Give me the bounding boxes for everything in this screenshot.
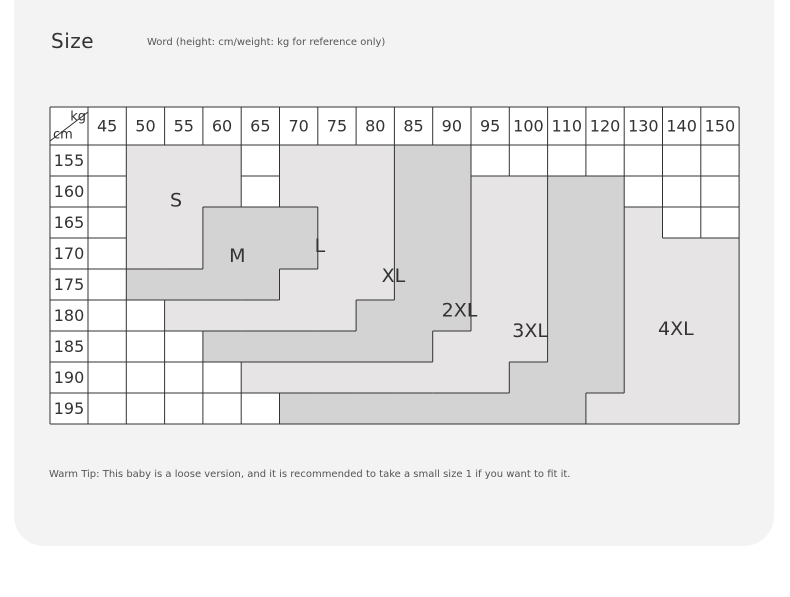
size-region-xl xyxy=(203,331,433,362)
size-region-4xl xyxy=(624,207,662,238)
size-region-m xyxy=(126,269,279,300)
size-region-3xl xyxy=(548,176,625,207)
size-region-xl xyxy=(394,269,471,300)
size-region-2xl xyxy=(471,269,548,300)
size-region-3xl xyxy=(280,393,586,424)
weight-header: 65 xyxy=(250,116,271,136)
weight-header: 80 xyxy=(365,116,386,136)
height-header: 180 xyxy=(53,306,85,325)
weight-header: 150 xyxy=(704,116,736,136)
weight-header: 130 xyxy=(628,116,659,136)
weight-header: 45 xyxy=(96,116,118,136)
size-region-3xl xyxy=(548,331,625,362)
size-region-2xl xyxy=(471,238,548,269)
size-region-xl xyxy=(394,176,471,207)
height-header: 175 xyxy=(53,275,85,294)
weight-header: 70 xyxy=(288,116,309,136)
height-header: 195 xyxy=(53,399,85,418)
size-region-s xyxy=(126,238,203,269)
height-header: 155 xyxy=(53,151,85,170)
weight-header: 60 xyxy=(211,116,233,136)
size-region-2xl xyxy=(471,176,548,207)
size-label-4xl: 4XL xyxy=(658,317,694,340)
weight-header: 90 xyxy=(441,116,463,136)
size-region-m xyxy=(203,238,318,269)
size-region-xl xyxy=(394,238,471,269)
weight-header: 55 xyxy=(173,116,194,136)
height-header: 160 xyxy=(53,182,85,201)
size-label-2xl: 2XL xyxy=(441,299,478,322)
size-region-4xl xyxy=(624,362,739,393)
weight-header: 120 xyxy=(589,116,621,136)
height-header: 165 xyxy=(53,213,85,232)
size-label-m: M xyxy=(229,245,246,268)
size-region-3xl xyxy=(548,238,625,269)
size-region-l xyxy=(165,300,357,331)
height-header: 170 xyxy=(53,244,85,263)
size-region-4xl xyxy=(624,269,739,300)
height-header: 190 xyxy=(53,368,85,387)
size-label-l: L xyxy=(314,235,326,258)
height-header: 185 xyxy=(53,337,85,356)
page-subtitle: Word (height: cm/weight: kg for reference only) xyxy=(147,37,386,48)
size-region-3xl xyxy=(548,207,625,238)
page-title: Size xyxy=(51,29,95,53)
weight-header: 50 xyxy=(135,116,156,136)
size-region-2xl xyxy=(471,207,548,238)
size-region-s xyxy=(126,207,203,238)
size-region-m xyxy=(203,207,318,238)
size-label-3xl: 3XL xyxy=(512,320,548,343)
corner-weight-unit: kg xyxy=(70,109,86,125)
size-region-l xyxy=(318,207,395,238)
size-region-4xl xyxy=(586,393,739,424)
size-region-s xyxy=(126,176,241,207)
size-region-s xyxy=(126,145,241,176)
size-region-l xyxy=(280,176,395,207)
weight-header: 85 xyxy=(403,116,424,136)
size-region-xl xyxy=(394,207,471,238)
size-label-xl: XL xyxy=(381,264,406,287)
warm-tip: Warm Tip: This baby is a loose version, and it is recommended to take a small size 1 if you want to fit it. xyxy=(49,469,571,480)
corner-height-unit: cm xyxy=(53,127,73,143)
weight-header: 100 xyxy=(513,116,544,136)
weight-header: 75 xyxy=(326,116,348,136)
size-label-s: S xyxy=(170,189,183,212)
size-region-4xl xyxy=(624,238,739,269)
size-region-l xyxy=(280,145,395,176)
weight-header: 110 xyxy=(551,116,583,136)
size-region-3xl xyxy=(509,362,624,393)
size-region-2xl xyxy=(241,362,509,393)
size-region-3xl xyxy=(548,269,625,300)
size-region-3xl xyxy=(548,300,625,331)
size-region-xl xyxy=(394,145,471,176)
size-region-l xyxy=(280,269,395,300)
weight-header: 140 xyxy=(666,116,697,136)
weight-header: 95 xyxy=(479,116,501,136)
